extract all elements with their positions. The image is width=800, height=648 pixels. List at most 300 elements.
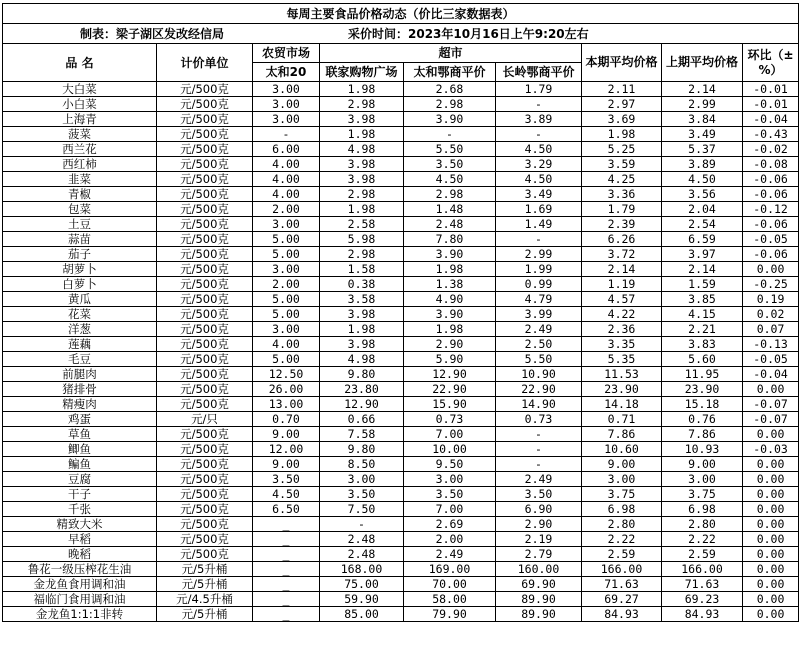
- row-taihe-price: 1.98: [404, 262, 496, 277]
- collect-time: 采价时间：2023年10月16日上午9:20左右: [348, 26, 589, 41]
- row-unit: 元/500克: [157, 352, 253, 367]
- row-unit: 元/500克: [157, 247, 253, 262]
- header-taihe20: 太和20: [253, 63, 320, 82]
- row-changling-price: 2.50: [496, 337, 582, 352]
- row-taihe-price: 58.00: [404, 592, 496, 607]
- row-change: -0.01: [743, 97, 799, 112]
- row-changling-price: 4.50: [496, 172, 582, 187]
- table-row: [3, 97, 799, 112]
- row-lianjia-price: 1.98: [320, 127, 404, 142]
- row-taihe-price: 2.68: [404, 82, 496, 97]
- row-lianjia-price: 9.80: [320, 367, 404, 382]
- row-changling-price: 0.99: [496, 277, 582, 292]
- row-taihe-price: 70.00: [404, 577, 496, 592]
- row-lianjia-price: 168.00: [320, 562, 404, 577]
- row-changling-price: 3.29: [496, 157, 582, 172]
- row-changling-price: -: [496, 457, 582, 472]
- row-lianjia-price: 8.50: [320, 457, 404, 472]
- row-taihe-price: 3.00: [404, 472, 496, 487]
- table-row: [3, 277, 799, 292]
- row-current-avg: 71.63: [582, 577, 662, 592]
- row-unit: 元/500克: [157, 262, 253, 277]
- row-lianjia-price: 3.98: [320, 112, 404, 127]
- row-market-price: 4.00: [253, 187, 320, 202]
- row-current-avg: 2.14: [582, 262, 662, 277]
- row-prev-avg: 10.93: [662, 442, 743, 457]
- row-lianjia-price: -: [320, 517, 404, 532]
- table-row: [3, 547, 799, 562]
- meta-row: [3, 24, 799, 44]
- header-lianjia: 联家购物广场: [320, 63, 404, 82]
- row-unit: 元/500克: [157, 217, 253, 232]
- row-market-price: 9.00: [253, 427, 320, 442]
- row-market-price: 5.00: [253, 307, 320, 322]
- row-unit: 元/500克: [157, 142, 253, 157]
- table-row: [3, 202, 799, 217]
- row-market-price: 9.00: [253, 457, 320, 472]
- row-prev-avg: 4.50: [662, 172, 743, 187]
- row-change: 0.00: [743, 532, 799, 547]
- row-name: 毛豆: [3, 352, 157, 367]
- row-unit: 元/500克: [157, 442, 253, 457]
- row-name: 大白菜: [3, 82, 157, 97]
- row-taihe-price: 2.98: [404, 187, 496, 202]
- row-current-avg: 6.26: [582, 232, 662, 247]
- row-changling-price: 3.50: [496, 487, 582, 502]
- table-row: [3, 577, 799, 592]
- row-market-price: 12.00: [253, 442, 320, 457]
- row-lianjia-price: 4.98: [320, 352, 404, 367]
- row-taihe-price: 7.00: [404, 502, 496, 517]
- row-unit: 元/500克: [157, 292, 253, 307]
- row-current-avg: 1.98: [582, 127, 662, 142]
- row-market-price: 4.00: [253, 337, 320, 352]
- row-changling-price: 0.73: [496, 412, 582, 427]
- row-taihe-price: -: [404, 127, 496, 142]
- row-prev-avg: 2.59: [662, 547, 743, 562]
- row-unit: 元/500克: [157, 112, 253, 127]
- row-taihe-price: 2.90: [404, 337, 496, 352]
- row-lianjia-price: 3.98: [320, 157, 404, 172]
- row-unit: 元/500克: [157, 397, 253, 412]
- row-unit: 元/5升桶: [157, 607, 253, 622]
- row-unit: 元/5升桶: [157, 577, 253, 592]
- row-lianjia-price: 3.98: [320, 307, 404, 322]
- row-taihe-price: 1.38: [404, 277, 496, 292]
- table-title: 每周主要食品价格动态（价比三家数据表）: [3, 4, 799, 24]
- row-current-avg: 0.71: [582, 412, 662, 427]
- title-row: [3, 4, 799, 24]
- row-name: 金龙鱼1:1:1非转: [3, 607, 157, 622]
- row-change: -0.07: [743, 397, 799, 412]
- row-change: 0.00: [743, 487, 799, 502]
- row-change: 0.00: [743, 472, 799, 487]
- row-taihe-price: 1.48: [404, 202, 496, 217]
- row-prev-avg: 6.98: [662, 502, 743, 517]
- row-unit: 元/500克: [157, 457, 253, 472]
- row-unit: 元/500克: [157, 82, 253, 97]
- row-market-price: 3.00: [253, 82, 320, 97]
- row-change: 0.00: [743, 517, 799, 532]
- row-changling-price: 1.99: [496, 262, 582, 277]
- table-row: [3, 292, 799, 307]
- row-name: 花菜: [3, 307, 157, 322]
- row-current-avg: 69.27: [582, 592, 662, 607]
- row-changling-price: 3.99: [496, 307, 582, 322]
- row-change: 0.02: [743, 307, 799, 322]
- table-row: [3, 262, 799, 277]
- table-row: [3, 82, 799, 97]
- row-market-price: 12.50: [253, 367, 320, 382]
- row-lianjia-price: 3.00: [320, 472, 404, 487]
- row-prev-avg: 3.49: [662, 127, 743, 142]
- row-prev-avg: 69.23: [662, 592, 743, 607]
- row-taihe-price: 10.00: [404, 442, 496, 457]
- row-unit: 元/500克: [157, 367, 253, 382]
- row-current-avg: 4.25: [582, 172, 662, 187]
- row-lianjia-price: 3.98: [320, 337, 404, 352]
- row-prev-avg: 2.54: [662, 217, 743, 232]
- row-market-price: 2.00: [253, 202, 320, 217]
- row-name: 精瘦肉: [3, 397, 157, 412]
- row-unit: 元/500克: [157, 382, 253, 397]
- row-taihe-price: 3.50: [404, 487, 496, 502]
- header-farmers-market: 农贸市场: [253, 44, 320, 63]
- row-change: 0.00: [743, 562, 799, 577]
- row-market-price: 3.00: [253, 262, 320, 277]
- row-name: 土豆: [3, 217, 157, 232]
- row-change: -0.25: [743, 277, 799, 292]
- row-market-price: 26.00: [253, 382, 320, 397]
- row-name: 鸡蛋: [3, 412, 157, 427]
- header-current-avg: 本期平均价格: [582, 44, 662, 82]
- table-row: [3, 187, 799, 202]
- row-name: 洋葱: [3, 322, 157, 337]
- row-name: 豆腐: [3, 472, 157, 487]
- prepared-by: 制表：梁子湖区发改经信局: [80, 26, 225, 41]
- row-taihe-price: 169.00: [404, 562, 496, 577]
- row-change: 0.07: [743, 322, 799, 337]
- row-changling-price: -: [496, 127, 582, 142]
- row-prev-avg: 2.22: [662, 532, 743, 547]
- row-taihe-price: 9.50: [404, 457, 496, 472]
- row-name: 千张: [3, 502, 157, 517]
- row-name: 草鱼: [3, 427, 157, 442]
- row-name: 猪排骨: [3, 382, 157, 397]
- header-changling-pingjia: 长岭鄂商平价: [496, 63, 582, 82]
- row-prev-avg: 6.59: [662, 232, 743, 247]
- row-change: 0.19: [743, 292, 799, 307]
- table-row: [3, 247, 799, 262]
- row-market-price: _: [253, 592, 320, 607]
- row-market-price: 3.00: [253, 97, 320, 112]
- row-change: -0.04: [743, 367, 799, 382]
- row-unit: 元/500克: [157, 202, 253, 217]
- table-row: [3, 412, 799, 427]
- row-prev-avg: 3.75: [662, 487, 743, 502]
- row-prev-avg: 15.18: [662, 397, 743, 412]
- row-prev-avg: 4.15: [662, 307, 743, 322]
- row-prev-avg: 3.97: [662, 247, 743, 262]
- row-changling-price: 4.79: [496, 292, 582, 307]
- row-current-avg: 2.97: [582, 97, 662, 112]
- row-market-price: 4.50: [253, 487, 320, 502]
- row-unit: 元/500克: [157, 307, 253, 322]
- table-row: [3, 487, 799, 502]
- row-market-price: 5.00: [253, 292, 320, 307]
- row-prev-avg: 5.60: [662, 352, 743, 367]
- table-row: [3, 472, 799, 487]
- row-lianjia-price: 2.98: [320, 247, 404, 262]
- row-market-price: _: [253, 607, 320, 622]
- row-change: -0.04: [743, 112, 799, 127]
- row-name: 精致大米: [3, 517, 157, 532]
- row-lianjia-price: 75.00: [320, 577, 404, 592]
- row-change: 0.00: [743, 547, 799, 562]
- table-row: [3, 172, 799, 187]
- row-lianjia-price: 7.50: [320, 502, 404, 517]
- table-row: [3, 607, 799, 622]
- row-prev-avg: 2.21: [662, 322, 743, 337]
- row-lianjia-price: 9.80: [320, 442, 404, 457]
- row-change: -0.05: [743, 232, 799, 247]
- row-current-avg: 4.22: [582, 307, 662, 322]
- row-change: 0.00: [743, 427, 799, 442]
- row-prev-avg: 3.83: [662, 337, 743, 352]
- row-unit: 元/500克: [157, 97, 253, 112]
- row-current-avg: 3.00: [582, 472, 662, 487]
- row-unit: 元/500克: [157, 337, 253, 352]
- row-lianjia-price: 3.50: [320, 487, 404, 502]
- row-unit: 元/500克: [157, 322, 253, 337]
- row-changling-price: 2.99: [496, 247, 582, 262]
- table-row: [3, 532, 799, 547]
- row-lianjia-price: 23.80: [320, 382, 404, 397]
- row-lianjia-price: 1.98: [320, 322, 404, 337]
- row-current-avg: 5.25: [582, 142, 662, 157]
- row-market-price: 3.00: [253, 112, 320, 127]
- row-prev-avg: 2.04: [662, 202, 743, 217]
- row-current-avg: 2.11: [582, 82, 662, 97]
- table-row: [3, 562, 799, 577]
- row-current-avg: 3.35: [582, 337, 662, 352]
- row-lianjia-price: 7.58: [320, 427, 404, 442]
- row-lianjia-price: 12.90: [320, 397, 404, 412]
- table-row: [3, 232, 799, 247]
- row-unit: 元/500克: [157, 472, 253, 487]
- row-current-avg: 3.59: [582, 157, 662, 172]
- row-lianjia-price: 3.98: [320, 172, 404, 187]
- row-taihe-price: 7.80: [404, 232, 496, 247]
- row-changling-price: -: [496, 232, 582, 247]
- row-changling-price: 10.90: [496, 367, 582, 382]
- row-taihe-price: 4.90: [404, 292, 496, 307]
- row-prev-avg: 3.00: [662, 472, 743, 487]
- row-current-avg: 1.79: [582, 202, 662, 217]
- row-change: -0.06: [743, 187, 799, 202]
- row-prev-avg: 9.00: [662, 457, 743, 472]
- table-row: [3, 367, 799, 382]
- row-changling-price: 14.90: [496, 397, 582, 412]
- row-changling-price: -: [496, 427, 582, 442]
- row-prev-avg: 7.86: [662, 427, 743, 442]
- row-market-price: 2.00: [253, 277, 320, 292]
- row-taihe-price: 79.90: [404, 607, 496, 622]
- row-current-avg: 2.22: [582, 532, 662, 547]
- row-changling-price: -: [496, 442, 582, 457]
- row-current-avg: 84.93: [582, 607, 662, 622]
- row-lianjia-price: 1.98: [320, 82, 404, 97]
- row-change: -0.01: [743, 82, 799, 97]
- row-prev-avg: 11.95: [662, 367, 743, 382]
- row-changling-price: 89.90: [496, 592, 582, 607]
- row-changling-price: 2.79: [496, 547, 582, 562]
- row-taihe-price: 3.90: [404, 307, 496, 322]
- row-changling-price: 1.79: [496, 82, 582, 97]
- row-name: 蒜苗: [3, 232, 157, 247]
- row-change: -0.07: [743, 412, 799, 427]
- row-unit: 元/500克: [157, 277, 253, 292]
- row-current-avg: 9.00: [582, 457, 662, 472]
- table-row: [3, 502, 799, 517]
- header-row-1: [3, 44, 799, 63]
- row-changling-price: 1.49: [496, 217, 582, 232]
- row-name: 鳊鱼: [3, 457, 157, 472]
- row-lianjia-price: 85.00: [320, 607, 404, 622]
- row-taihe-price: 0.73: [404, 412, 496, 427]
- row-changling-price: 1.69: [496, 202, 582, 217]
- table-row: [3, 127, 799, 142]
- row-lianjia-price: 5.98: [320, 232, 404, 247]
- row-name: 福临门食用调和油: [3, 592, 157, 607]
- header-prev-avg: 上期平均价格: [662, 44, 743, 82]
- row-unit: 元/500克: [157, 232, 253, 247]
- row-taihe-price: 12.90: [404, 367, 496, 382]
- row-unit: 元/500克: [157, 547, 253, 562]
- row-taihe-price: 5.90: [404, 352, 496, 367]
- row-prev-avg: 3.56: [662, 187, 743, 202]
- row-name: 干子: [3, 487, 157, 502]
- row-market-price: 3.00: [253, 217, 320, 232]
- row-name: 莲藕: [3, 337, 157, 352]
- row-name: 早稻: [3, 532, 157, 547]
- row-changling-price: 3.49: [496, 187, 582, 202]
- row-taihe-price: 7.00: [404, 427, 496, 442]
- row-change: -0.05: [743, 352, 799, 367]
- row-market-price: 13.00: [253, 397, 320, 412]
- row-prev-avg: 2.80: [662, 517, 743, 532]
- row-taihe-price: 1.98: [404, 322, 496, 337]
- row-name: 上海青: [3, 112, 157, 127]
- header-taihe-pingjia: 太和鄂商平价: [404, 63, 496, 82]
- row-name: 鲫鱼: [3, 442, 157, 457]
- row-taihe-price: 2.48: [404, 217, 496, 232]
- row-market-price: 5.00: [253, 232, 320, 247]
- table-row: [3, 427, 799, 442]
- row-taihe-price: 2.49: [404, 547, 496, 562]
- row-taihe-price: 2.69: [404, 517, 496, 532]
- row-unit: 元/4.5升桶: [157, 592, 253, 607]
- row-lianjia-price: 2.48: [320, 547, 404, 562]
- row-market-price: 0.70: [253, 412, 320, 427]
- row-lianjia-price: 4.98: [320, 142, 404, 157]
- row-prev-avg: 71.63: [662, 577, 743, 592]
- row-prev-avg: 166.00: [662, 562, 743, 577]
- row-market-price: _: [253, 547, 320, 562]
- row-lianjia-price: 0.66: [320, 412, 404, 427]
- row-name: 包菜: [3, 202, 157, 217]
- row-change: 0.00: [743, 577, 799, 592]
- row-unit: 元/只: [157, 412, 253, 427]
- row-market-price: 5.00: [253, 352, 320, 367]
- row-unit: 元/5升桶: [157, 562, 253, 577]
- row-unit: 元/500克: [157, 172, 253, 187]
- row-taihe-price: 4.50: [404, 172, 496, 187]
- row-name: 西兰花: [3, 142, 157, 157]
- row-lianjia-price: 2.98: [320, 97, 404, 112]
- header-unit: 计价单位: [157, 44, 253, 82]
- row-market-price: _: [253, 577, 320, 592]
- row-name: 小白菜: [3, 97, 157, 112]
- row-market-price: 6.50: [253, 502, 320, 517]
- row-lianjia-price: 1.98: [320, 202, 404, 217]
- row-market-price: _: [253, 517, 320, 532]
- table-row: [3, 337, 799, 352]
- row-changling-price: 2.49: [496, 472, 582, 487]
- row-change: 0.00: [743, 457, 799, 472]
- row-name: 西红柿: [3, 157, 157, 172]
- table-row: [3, 217, 799, 232]
- row-market-price: 5.00: [253, 247, 320, 262]
- row-taihe-price: 3.50: [404, 157, 496, 172]
- row-unit: 元/500克: [157, 487, 253, 502]
- row-current-avg: 3.69: [582, 112, 662, 127]
- row-current-avg: 2.59: [582, 547, 662, 562]
- row-current-avg: 10.60: [582, 442, 662, 457]
- row-name: 晚稻: [3, 547, 157, 562]
- row-lianjia-price: 1.58: [320, 262, 404, 277]
- row-current-avg: 4.57: [582, 292, 662, 307]
- row-change: -0.06: [743, 247, 799, 262]
- row-unit: 元/500克: [157, 427, 253, 442]
- row-name: 茄子: [3, 247, 157, 262]
- row-current-avg: 3.72: [582, 247, 662, 262]
- table-row: [3, 457, 799, 472]
- row-changling-price: 5.50: [496, 352, 582, 367]
- row-taihe-price: 3.90: [404, 112, 496, 127]
- row-taihe-price: 2.98: [404, 97, 496, 112]
- row-changling-price: 160.00: [496, 562, 582, 577]
- row-name: 金龙鱼食用调和油: [3, 577, 157, 592]
- row-changling-price: 22.90: [496, 382, 582, 397]
- row-current-avg: 2.39: [582, 217, 662, 232]
- row-name: 韭菜: [3, 172, 157, 187]
- row-unit: 元/500克: [157, 157, 253, 172]
- table-row: [3, 517, 799, 532]
- row-prev-avg: 2.14: [662, 82, 743, 97]
- row-change: -0.06: [743, 172, 799, 187]
- row-changling-price: 4.50: [496, 142, 582, 157]
- row-current-avg: 6.98: [582, 502, 662, 517]
- row-change: 0.00: [743, 502, 799, 517]
- row-change: -0.43: [743, 127, 799, 142]
- row-prev-avg: 0.76: [662, 412, 743, 427]
- row-current-avg: 3.75: [582, 487, 662, 502]
- row-lianjia-price: 2.58: [320, 217, 404, 232]
- table-row: [3, 112, 799, 127]
- row-change: -0.02: [743, 142, 799, 157]
- row-prev-avg: 3.85: [662, 292, 743, 307]
